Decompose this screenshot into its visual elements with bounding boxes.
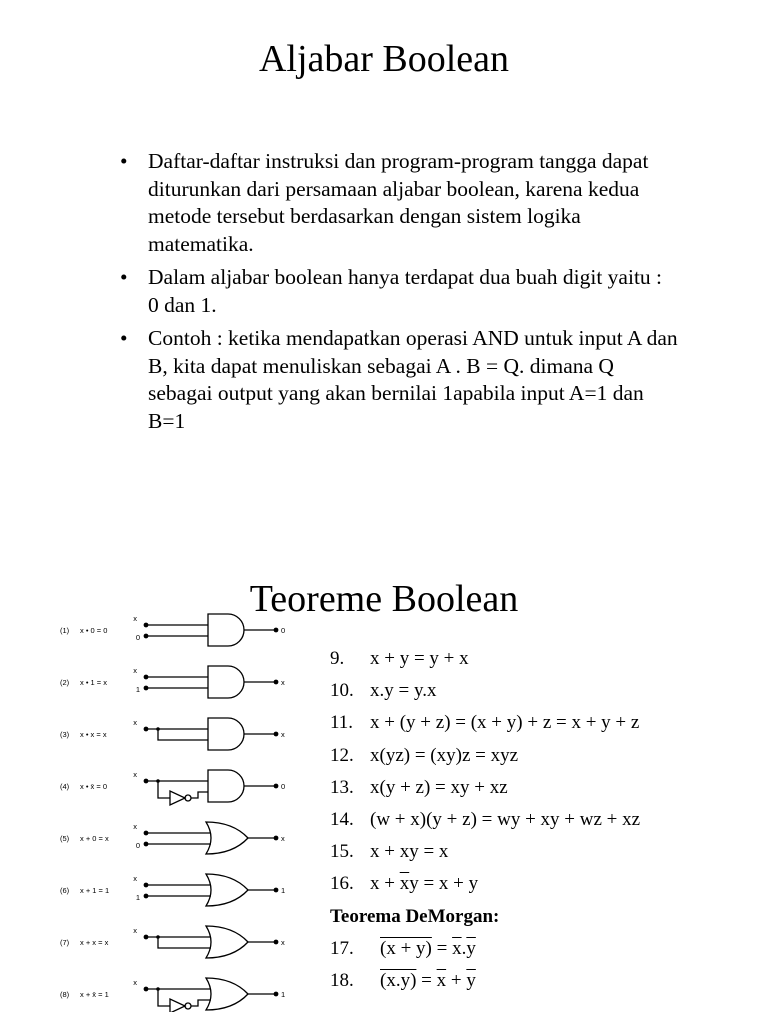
gate-output-label: 0 <box>281 626 286 635</box>
bullet-item: • Dalam aljabar boolean hanya terdapat dua buah digit yaitu : 0 dan 1. <box>120 265 663 317</box>
gate-input-label: 1 <box>135 685 140 694</box>
not-gate-icon <box>170 791 185 805</box>
gate-number: (7) <box>60 938 70 947</box>
theorem-row: 16. $x + \overline{x}y = x + y$ <box>330 873 479 895</box>
gate-output-label: x <box>281 938 285 947</box>
logic-gate-diagram <box>58 612 298 1012</box>
theorem-row: 9. x + y = y + x <box>330 648 469 669</box>
gate-input-label: x <box>133 718 137 727</box>
wire <box>158 989 170 1006</box>
theorem-row: 14. (w + x)(y + z) = wy + xy + wz + xz <box>330 808 641 830</box>
bullet-item: • Daftar-daftar instruksi dan program-program tangga dapat diturunkan dari persamaan aljabar boolean, karena kedua metode tersebut berdasarkan dengan sistem logika matematika. <box>120 149 649 256</box>
and-gate-icon <box>208 614 244 646</box>
gate-law: x + 0 = x <box>80 834 109 843</box>
gate-number: (5) <box>60 834 70 843</box>
and-gate-icon <box>208 770 244 802</box>
output-node-icon <box>274 784 279 789</box>
gate-input-label: x <box>133 822 137 831</box>
or-gate-icon <box>206 822 248 854</box>
wire <box>158 937 211 948</box>
not-gate-icon <box>170 999 185 1012</box>
gate-input-label: x <box>133 926 137 935</box>
output-node-icon <box>274 940 279 945</box>
output-node-icon <box>274 628 279 633</box>
gate-input-label: 0 <box>135 841 140 850</box>
gate-number: (1) <box>60 626 70 635</box>
theorem-row: 17. $(x + y) = \overline{x}.\overline{y}$ <box>330 937 476 959</box>
gate-output-label: x <box>281 834 285 843</box>
output-node-icon <box>274 992 279 997</box>
gate-number: (6) <box>60 886 70 895</box>
wire <box>191 792 208 798</box>
gate-input-label: x <box>133 874 137 883</box>
gate-input-label: x <box>133 978 137 987</box>
bullet-list <box>118 148 678 441</box>
gate-law: x • x̄ = 0 <box>80 782 108 791</box>
gate-input-label: 0 <box>135 633 140 642</box>
wire <box>158 729 208 740</box>
output-node-icon <box>274 732 279 737</box>
output-node-icon <box>274 836 279 841</box>
gate-law: x • 1 = x <box>80 678 108 687</box>
or-gate-icon <box>206 978 248 1010</box>
gate-input-label: x <box>133 614 137 623</box>
bullet-item: • Contoh : ketika mendapatkan operasi AND untuk input A dan B, kita dapat menuliskan sebagai A . B = Q. dimana Q sebagai output yang akan bernilai 1apabila input A=1 dan B=1 <box>120 326 678 433</box>
gate-number: (8) <box>60 990 70 999</box>
bullet-icon: • <box>120 265 128 289</box>
bullet-icon: • <box>120 149 128 173</box>
gate-law: x + 1 = 1 <box>80 886 110 895</box>
gate-output-label: 1 <box>281 886 286 895</box>
gate-law: x + x = x <box>80 938 109 947</box>
gate-law: x + x̄ = 1 <box>80 990 109 999</box>
gate-output-label: x <box>281 678 285 687</box>
gate-output-label: 1 <box>281 990 286 999</box>
theorem-row: 11. x + (y + z) = (x + y) + z = x + y + z <box>330 712 640 734</box>
and-gate-icon <box>208 666 244 698</box>
theorem-row: 18. $(x.y) = \overline{x} + \overline{y}$ <box>330 969 476 991</box>
output-node-icon <box>274 680 279 685</box>
theorem-row: 12. x(yz) = (xy)z = xyz <box>330 744 519 766</box>
slide-title: Teoreme Boolean <box>249 578 519 620</box>
theorem-row: 15. x + xy = x <box>330 841 449 863</box>
gate-number: (4) <box>60 782 70 791</box>
theorem-row: 10. x.y = y.x <box>330 680 437 702</box>
gate-input-label: x <box>133 666 137 675</box>
slide-title: Aljabar Boolean <box>258 38 510 80</box>
gate-law: x • 0 = 0 <box>80 626 108 635</box>
wire <box>158 781 170 798</box>
gate-input-label: x <box>133 770 137 779</box>
gate-number: (2) <box>60 678 70 687</box>
or-gate-icon <box>206 874 248 906</box>
theorem-list <box>330 648 760 1002</box>
gate-output-label: x <box>281 730 285 739</box>
gate-number: (3) <box>60 730 70 739</box>
gate-input-label: 1 <box>135 893 140 902</box>
demorgan-heading: Teorema DeMorgan: <box>330 905 500 927</box>
gate-output-label: 0 <box>281 782 286 791</box>
gate-law: x • x = x <box>80 730 107 739</box>
and-gate-icon <box>208 718 244 750</box>
output-node-icon <box>274 888 279 893</box>
bullet-icon: • <box>120 326 128 350</box>
theorem-row: 13. x(y + z) = xy + xz <box>330 776 508 798</box>
or-gate-icon <box>206 926 248 958</box>
